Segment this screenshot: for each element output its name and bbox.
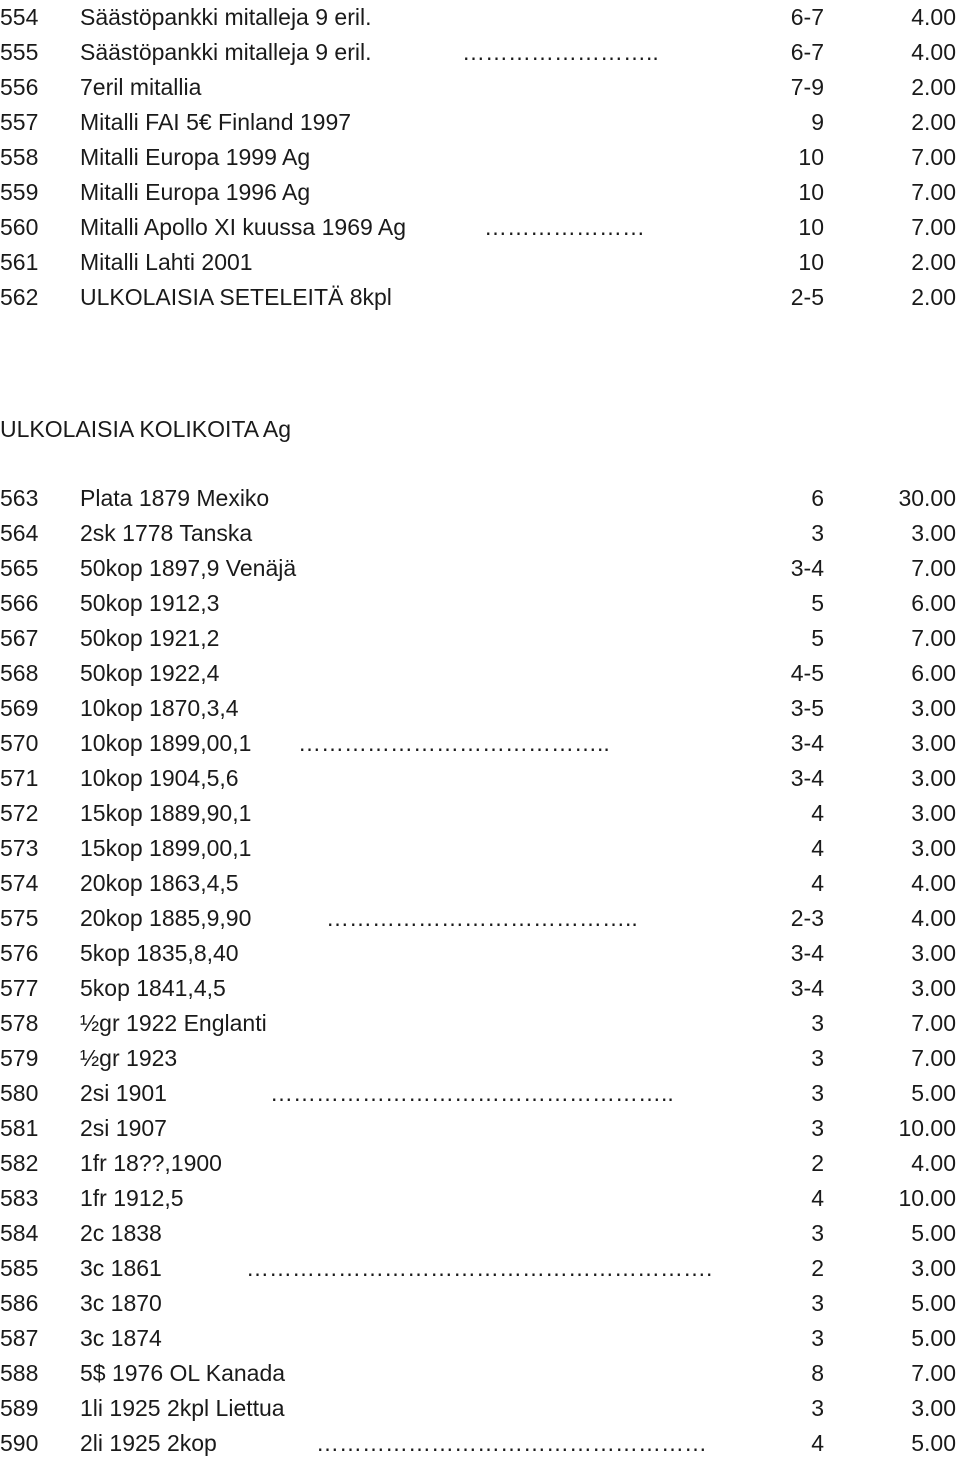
- item-price: 7.00: [911, 214, 956, 240]
- item-number: 581: [0, 1115, 39, 1141]
- item-grade: 3: [811, 1010, 824, 1036]
- item-number: 578: [0, 1010, 39, 1036]
- list-item: [0, 245, 960, 280]
- list-item: [0, 691, 960, 726]
- item-grade: 4: [811, 835, 824, 861]
- item-description: 10kop 1899,00,1: [80, 730, 252, 756]
- list-item: [0, 936, 960, 971]
- item-price: 4.00: [911, 1150, 956, 1176]
- item-description: 20kop 1863,4,5: [80, 870, 239, 896]
- item-number: 558: [0, 144, 39, 170]
- item-price: 3.00: [911, 765, 956, 791]
- list-item: [0, 35, 960, 70]
- item-price: 30.00: [898, 485, 956, 511]
- item-price: 7.00: [911, 144, 956, 170]
- item-grade: 3: [811, 1325, 824, 1351]
- item-description: ULKOLAISIA SETELEITÄ 8kpl: [80, 284, 392, 310]
- item-description: Mitalli Lahti 2001: [80, 249, 253, 275]
- item-description: Mitalli Apollo XI kuussa 1969 Ag: [80, 214, 407, 240]
- item-price: 4.00: [911, 4, 956, 30]
- item-description: 5$ 1976 OL Kanada: [80, 1360, 286, 1386]
- list-item: [0, 1041, 960, 1076]
- item-price: 4.00: [911, 870, 956, 896]
- list-item: [0, 1111, 960, 1146]
- item-price: 3.00: [911, 520, 956, 546]
- item-number: 567: [0, 625, 39, 651]
- item-grade: 5: [811, 590, 824, 616]
- item-number: 563: [0, 485, 39, 511]
- item-number: 583: [0, 1185, 39, 1211]
- item-number: 584: [0, 1220, 39, 1246]
- item-number: 587: [0, 1325, 39, 1351]
- item-price: 7.00: [911, 625, 956, 651]
- item-number: 565: [0, 555, 39, 581]
- list-item: [0, 105, 960, 140]
- item-description: 10kop 1870,3,4: [80, 695, 239, 721]
- item-price: 7.00: [911, 555, 956, 581]
- item-number: 588: [0, 1360, 39, 1386]
- item-grade: 5: [811, 625, 824, 651]
- dot-leader: ……………………………………………: [316, 1430, 707, 1456]
- item-price: 4.00: [911, 39, 956, 65]
- item-grade: 6-7: [790, 4, 824, 30]
- item-price: 3.00: [911, 1255, 956, 1281]
- list-item: [0, 656, 960, 691]
- item-number: 556: [0, 74, 39, 100]
- list-item: [0, 1181, 960, 1216]
- item-price: 5.00: [911, 1080, 956, 1106]
- item-grade: 3: [811, 1290, 824, 1316]
- item-number: 570: [0, 730, 39, 756]
- list-item: [0, 1286, 960, 1321]
- item-grade: 9: [811, 109, 824, 135]
- item-price: 7.00: [911, 1360, 956, 1386]
- list-item: [0, 1146, 960, 1181]
- item-description: Mitalli Europa 1996 Ag: [80, 179, 311, 205]
- item-price: 2.00: [911, 109, 956, 135]
- dot-leader: …………………………………..: [298, 730, 610, 756]
- item-grade: 3: [811, 1220, 824, 1246]
- item-description: 7eril mitallia: [80, 74, 202, 100]
- list-item: [0, 796, 960, 831]
- item-description: 3c 1861: [80, 1255, 162, 1281]
- item-grade: 10: [798, 214, 824, 240]
- item-grade: 3: [811, 1045, 824, 1071]
- list-item: [0, 70, 960, 105]
- item-number: 590: [0, 1430, 39, 1456]
- item-number: 585: [0, 1255, 39, 1281]
- item-description: ½gr 1922 Englanti: [80, 1010, 267, 1036]
- item-price: 5.00: [911, 1430, 956, 1456]
- item-grade: 3: [811, 1395, 824, 1421]
- list-item: [0, 481, 960, 516]
- item-description: 50kop 1922,4: [80, 660, 220, 686]
- item-description: 15kop 1899,00,1: [80, 835, 252, 861]
- item-price: 7.00: [911, 1010, 956, 1036]
- item-grade: 7-9: [790, 74, 824, 100]
- item-number: 559: [0, 179, 39, 205]
- item-number: 574: [0, 870, 39, 896]
- item-price: 4.00: [911, 905, 956, 931]
- item-description: 20kop 1885,9,90: [80, 905, 252, 931]
- item-description: 2sk 1778 Tanska: [80, 520, 253, 546]
- list-item: [0, 210, 960, 245]
- item-description: 5kop 1835,8,40: [80, 940, 239, 966]
- list-item: [0, 621, 960, 656]
- item-price: 2.00: [911, 74, 956, 100]
- item-price: 3.00: [911, 1395, 956, 1421]
- item-number: 589: [0, 1395, 39, 1421]
- list-item: [0, 1391, 960, 1426]
- item-number: 566: [0, 590, 39, 616]
- item-description: Mitalli FAI 5€ Finland 1997: [80, 109, 352, 135]
- dot-leader: …………………………………..: [326, 905, 638, 931]
- item-number: 572: [0, 800, 39, 826]
- list-item: [0, 761, 960, 796]
- list-item: [0, 1216, 960, 1251]
- item-grade: 2: [811, 1150, 824, 1176]
- list-item: [0, 551, 960, 586]
- item-price: 3.00: [911, 800, 956, 826]
- item-description: 50kop 1921,2: [80, 625, 220, 651]
- item-description: 2c 1838: [80, 1220, 162, 1246]
- item-grade: 10: [798, 179, 824, 205]
- item-grade: 2-3: [790, 905, 824, 931]
- item-description: 1li 1925 2kpl Liettua: [80, 1395, 285, 1421]
- item-grade: 3: [811, 1115, 824, 1141]
- list-item: [0, 1356, 960, 1391]
- item-description: 10kop 1904,5,6: [80, 765, 239, 791]
- item-number: 562: [0, 284, 39, 310]
- item-number: 564: [0, 520, 39, 546]
- list-item: [0, 1006, 960, 1041]
- section-heading: ULKOLAISIA KOLIKOITA Ag: [0, 416, 292, 442]
- item-grade: 10: [798, 249, 824, 275]
- item-number: 580: [0, 1080, 39, 1106]
- item-price: 5.00: [911, 1325, 956, 1351]
- item-price: 3.00: [911, 835, 956, 861]
- item-price: 5.00: [911, 1220, 956, 1246]
- item-grade: 2-5: [790, 284, 824, 310]
- item-number: 579: [0, 1045, 39, 1071]
- item-description: 50kop 1912,3: [80, 590, 220, 616]
- item-description: 15kop 1889,90,1: [80, 800, 252, 826]
- item-description: 2si 1901: [80, 1080, 167, 1106]
- item-price: 6.00: [911, 660, 956, 686]
- item-number: 575: [0, 905, 39, 931]
- item-number: 568: [0, 660, 39, 686]
- item-description: 2si 1907: [80, 1115, 167, 1141]
- item-number: 554: [0, 4, 39, 30]
- item-grade: 3-4: [790, 940, 824, 966]
- item-number: 582: [0, 1150, 39, 1176]
- list-item: [0, 516, 960, 551]
- dot-leader: …………………: [484, 214, 645, 240]
- list-item: [0, 140, 960, 175]
- item-number: 569: [0, 695, 39, 721]
- item-description: 3c 1874: [80, 1325, 162, 1351]
- item-grade: 3: [811, 1080, 824, 1106]
- item-number: 586: [0, 1290, 39, 1316]
- item-price: 3.00: [911, 695, 956, 721]
- item-grade: 4: [811, 1430, 824, 1456]
- item-description: ½gr 1923: [80, 1045, 178, 1071]
- item-number: 576: [0, 940, 39, 966]
- item-description: 2li 1925 2kop: [80, 1430, 217, 1456]
- list-item: [0, 175, 960, 210]
- item-number: 561: [0, 249, 39, 275]
- item-price: 10.00: [898, 1115, 956, 1141]
- item-price: 6.00: [911, 590, 956, 616]
- item-grade: 6: [811, 485, 824, 511]
- list-item: [0, 1321, 960, 1356]
- list-item: [0, 1076, 960, 1111]
- item-grade: 3-4: [790, 975, 824, 1001]
- item-number: 573: [0, 835, 39, 861]
- dot-leader: ……………………………………………..: [270, 1080, 674, 1106]
- list-item: [0, 280, 960, 315]
- item-grade: 3-4: [790, 730, 824, 756]
- list-item: [0, 0, 960, 35]
- item-grade: 3-4: [790, 555, 824, 581]
- dot-leader: ……………………..: [462, 39, 659, 65]
- item-number: 555: [0, 39, 39, 65]
- item-number: 571: [0, 765, 39, 791]
- item-number: 560: [0, 214, 39, 240]
- list-item: [0, 866, 960, 901]
- list-item: [0, 726, 960, 761]
- item-grade: 2: [811, 1255, 824, 1281]
- item-price: 2.00: [911, 284, 956, 310]
- item-price: 3.00: [911, 975, 956, 1001]
- item-price: 5.00: [911, 1290, 956, 1316]
- item-price: 7.00: [911, 179, 956, 205]
- item-grade: 4: [811, 1185, 824, 1211]
- item-price: 7.00: [911, 1045, 956, 1071]
- item-description: 1fr 1912,5: [80, 1185, 184, 1211]
- item-number: 577: [0, 975, 39, 1001]
- item-description: 1fr 18??,1900: [80, 1150, 222, 1176]
- item-description: 50kop 1897,9 Venäjä: [80, 555, 297, 581]
- item-grade: 8: [811, 1360, 824, 1386]
- list-item: [0, 1251, 960, 1286]
- item-description: Mitalli Europa 1999 Ag: [80, 144, 311, 170]
- list-item: [0, 586, 960, 621]
- item-grade: 10: [798, 144, 824, 170]
- item-price: 3.00: [911, 940, 956, 966]
- item-description: 3c 1870: [80, 1290, 162, 1316]
- item-price: 3.00: [911, 730, 956, 756]
- item-grade: 3-5: [790, 695, 824, 721]
- item-price: 2.00: [911, 249, 956, 275]
- list-item: [0, 831, 960, 866]
- item-grade: 4: [811, 800, 824, 826]
- list-item: [0, 971, 960, 1006]
- item-description: Säästöpankki mitalleja 9 eril.: [80, 4, 372, 30]
- item-number: 557: [0, 109, 39, 135]
- item-grade: 3: [811, 520, 824, 546]
- dot-leader: …………………………………………………….: [246, 1255, 713, 1281]
- item-grade: 6-7: [790, 39, 824, 65]
- item-description: 5kop 1841,4,5: [80, 975, 226, 1001]
- item-price: 10.00: [898, 1185, 956, 1211]
- item-description: Säästöpankki mitalleja 9 eril.: [80, 39, 372, 65]
- item-grade: 4-5: [790, 660, 824, 686]
- list-item: [0, 901, 960, 936]
- item-grade: 3-4: [790, 765, 824, 791]
- item-grade: 4: [811, 870, 824, 896]
- item-description: Plata 1879 Mexiko: [80, 485, 270, 511]
